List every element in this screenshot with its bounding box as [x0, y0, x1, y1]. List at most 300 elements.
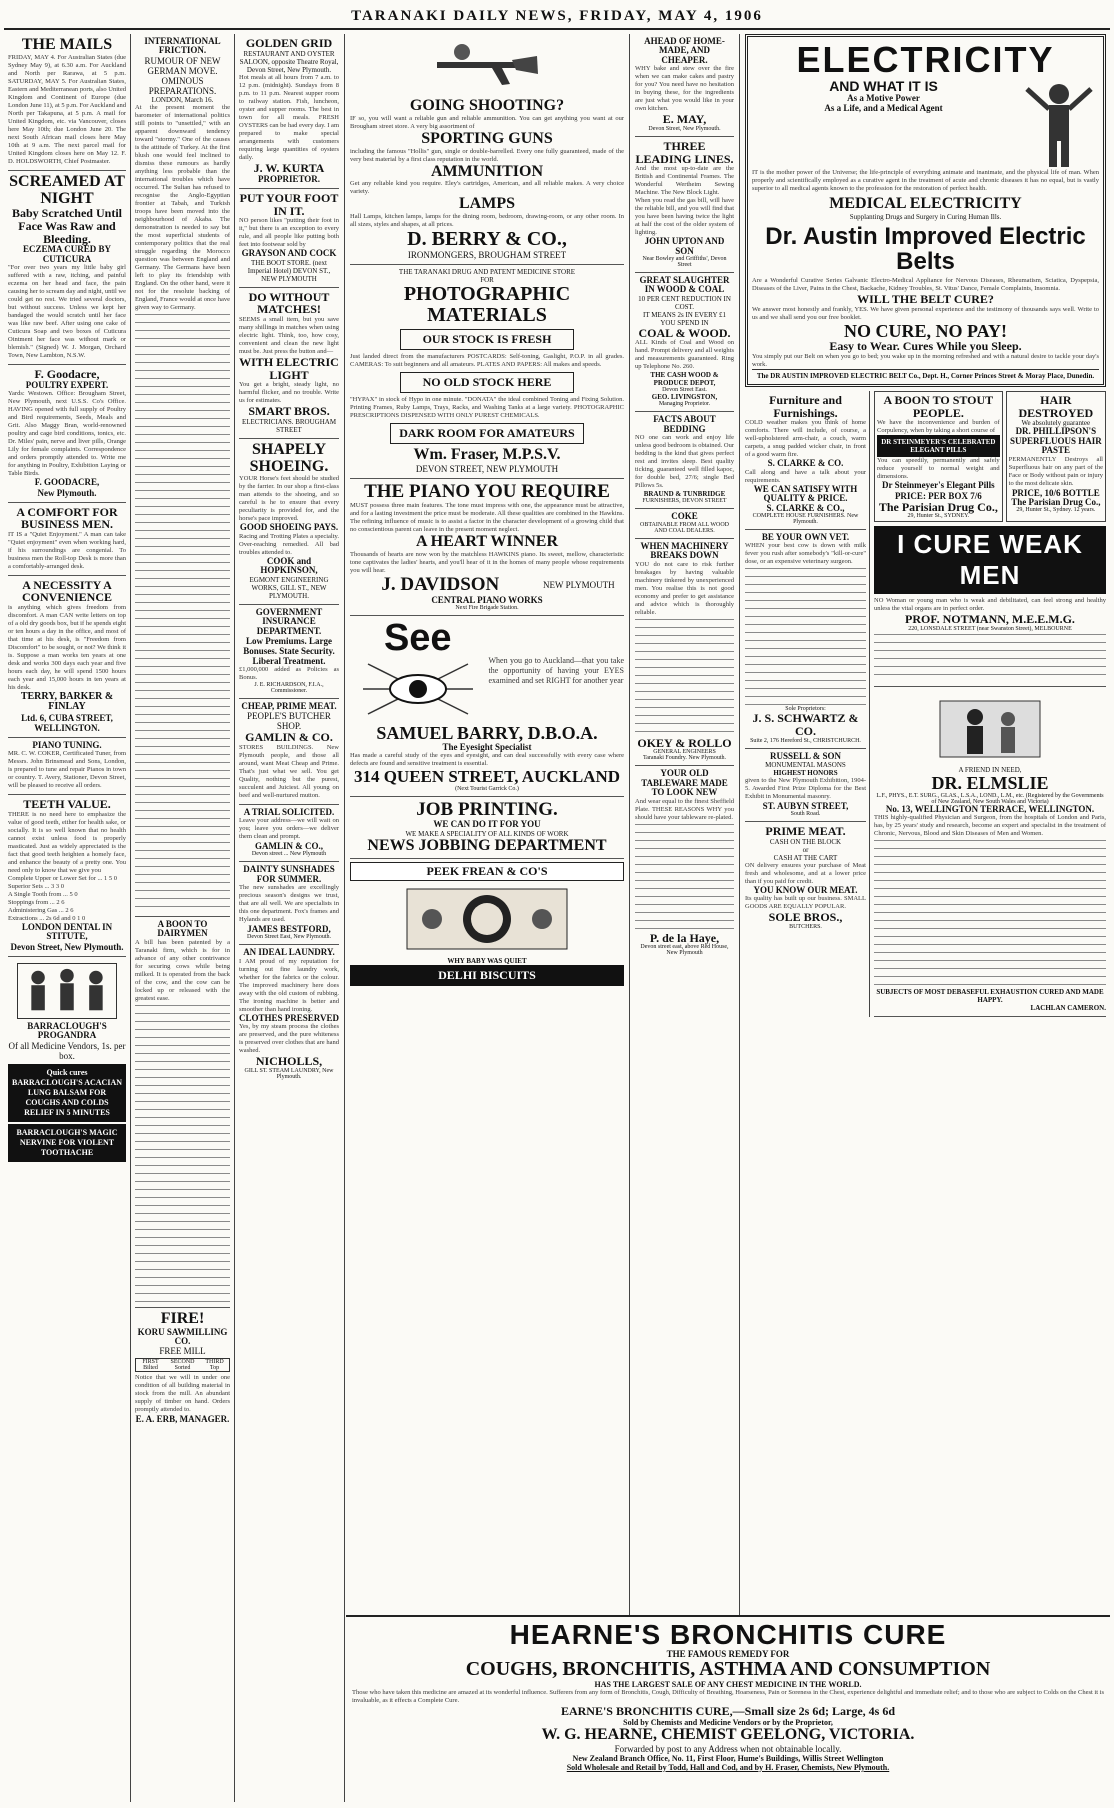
russell-subtitle-2: HIGHEST HONORS: [773, 769, 838, 778]
hearne-body: Those who have taken this medicine are amazed at its wonderful influence. Sufferers from any form of Bronchitis, Cough, Difficulty of Breathing, Hoarseness, Pain or Soreness in the Chest, experience delightful and immediate relief; and to those who are subject to Colds on the Chest it is invaluable, as it effects a Complete Cure.: [352, 1689, 1104, 1705]
dairymen-article: [135, 917, 230, 1308]
elmslie-ad: [874, 687, 1106, 1017]
laundry-body-2: Yes, by my steam process the clothes are preserved, and the pure whiteness is preserved over clothes that are hand washed.: [239, 1023, 339, 1055]
medical-electricity-subtitle: Supplanting Drugs and Surgery in Curing Human Ills.: [849, 212, 1002, 221]
photo-store-title: THE TARANAKI DRUG AND PATENT MEDICINE STORE: [398, 268, 576, 277]
clarke-signature: S. CLARKE & CO.: [767, 458, 844, 469]
friction-dateline: LONDON, March 16.: [151, 95, 214, 104]
haye-body: And wear equal to the finest Sheffield Plate. THESE REASONS WHY you should have your tableware re-plated.: [635, 797, 734, 821]
job-printing-department: NEWS JOBBING DEPARTMENT: [367, 836, 607, 854]
piano-body: MUST possess three main features. The tone must impress with one, the appearance must be attractive, and for a lasting investment the price must be moderate. All these qualities are combined in the Hawkins. The refining influence of music is to assist a factor in the character development of a growing child that no conscientious parent can leave in the present moment neglect.: [350, 501, 624, 533]
elmslie-body: THIS highly-qualified Physician and Surgeon, from the hospitals of London and Paris, has, by 25 years' study and research, become an expert and specialist in the treatment of Chronic, Nervous, Blood and Skin Diseases of Men and Women.: [874, 814, 1106, 838]
matches-body: SEEMS a small item, but you save many shillings in matches when using electric light. Think, too, how cosy, convenient and clean the new light must be. Just press the button and—: [239, 316, 339, 355]
fire-table-head: FIRST: [142, 1359, 159, 1366]
elmslie-address: No. 13, WELLINGTON TERRACE, WELLINGTON.: [885, 803, 1095, 814]
friction-title: INTERNATIONAL FRICTION.: [144, 36, 221, 56]
barraclough-balsam-box: Quick cures BARRACLOUGH'S ACACIAN LUNG BALSAM FOR COUGHS AND COLDS RELIEF IN 5 MINUTES: [8, 1064, 126, 1122]
friction-article: [135, 34, 230, 917]
may-body: WHY bake and stew over the fire when we can make cakes and pastry for you? You need have no hesitation in buying these, for the ingredients are just what you would like in your own kitchen.: [635, 65, 734, 113]
medical-electricity-title: MEDICAL ELECTRICITY: [829, 194, 1022, 212]
vet-signature: J. S. SCHWARTZ & CO.: [752, 711, 859, 739]
shoeing-signature: COOK and HOPKINSON,: [260, 555, 318, 576]
hair-title: HAIR DESTROYED: [1018, 393, 1094, 420]
trial-title: A TRIAL SOLICITED.: [243, 807, 335, 818]
clarke-title: Furniture and Furnishings.: [769, 393, 842, 420]
column-divider: [739, 34, 740, 1802]
trial-signature: GAMLIN & CO.,: [255, 841, 323, 852]
sporting-guns-title: SPORTING GUNS: [421, 129, 553, 147]
cuticura-tagline: ECZEMA CURED BY CUTICURA: [22, 244, 111, 264]
coal-signature-2: GEO. LIVINGSTON,: [651, 393, 718, 402]
right-middle-row: [745, 391, 1106, 1017]
ammunition-body: Get any reliable kind you require. Eley's cartridges, American, and all reliable makes. A very choice variety.: [350, 180, 624, 196]
sunshades-role: Devon Street East, New Plymouth.: [247, 934, 331, 941]
hearne-price: EARNE'S BRONCHITIS CURE,—Small size 2s 6d; Large, 4s 6d: [560, 1704, 896, 1719]
fire-signature: E. A. ERB, MANAGER.: [135, 1414, 230, 1425]
shooting-title: GOING SHOOTING?: [409, 97, 565, 114]
teeth-price-0: Complete Upper or Lower Set for ... 1 5 0: [8, 874, 118, 882]
elmslie-caption: A FRIEND IN NEED,: [958, 765, 1022, 774]
okey-ad: [635, 539, 734, 766]
barry-signature: SAMUEL BARRY, D.B.O.A.: [376, 722, 598, 743]
coal-subtitle-3: COAL & WOOD.: [638, 325, 731, 340]
coal-subtitle-2: IT MEANS 2s IN EVERY £1 YOU SPEND IN: [642, 310, 727, 327]
russell-subtitle: MONUMENTAL MASONS: [765, 761, 846, 770]
peek-frean-caption: WHY BABY WAS QUIET: [447, 957, 527, 966]
hearne-forwarded: Forwarded by post to any Address when not obtainable locally.: [614, 1743, 842, 1754]
peek-frean-ad: [350, 859, 624, 990]
hair-subtitle: DR. PHILLIPSON'S SUPERFLUOUS HAIR PASTE: [1009, 426, 1102, 456]
coke-ad: [635, 509, 734, 538]
hair-signature: The Parisian Drug Co.,: [1011, 496, 1101, 507]
austin-belts-body: Are a Wonderful Curative Series Galvanic Electro-Medical Appliance for Nervous Diseases, Rheumatism, Sciatica, Dyspepsia, Diseases of the Liver, Pains in the Chest, Backache, Kidney Troubles, St. Vitus' Dance, Female Complaints, Insomnia.: [752, 276, 1099, 292]
sole-signature: SOLE BROS.,: [768, 910, 843, 925]
sole-bros-ad: [745, 822, 866, 934]
barry-ad: [350, 616, 624, 798]
sunshades-body: The new sunshades are excellingly precious season's designs we trust, that are all well. We are specialists in this one department. Fox's frames and Hylands are used.: [239, 884, 339, 924]
job-printing-speciality: WE MAKE A SPECIALITY OF ALL KINDS OF WORK: [405, 829, 569, 838]
heart-winner-body: Thousands of hearts are now won by the matchless HAWKINS piano. Its sweet, mellow, characteristic tone captivates the ladies' hearts, and you'll hear of it in the homes of many people whose requirements you will hear.: [350, 550, 624, 574]
foot-address: THE BOOT STORE. (next Imperial Hotel) DEVON ST., NEW PLYMOUTH: [247, 258, 331, 283]
sporting-guns-body: including the famous "Hollis" gun, single or double-barrelled. Every one fully guaranteed, made of the very best material by a first class reputation in the world.: [350, 147, 624, 163]
trial-body: Leave your address—we will wait on you; leave you orders—we deliver them clean and prompt.: [239, 817, 339, 841]
sunshades-title: DAINTY SUNSHADES FOR SUMMER.: [243, 864, 335, 884]
shoeing-subtitle: GOOD SHOEING PAYS.: [239, 522, 339, 533]
teeth-price-4: Administering Gas ... 2 6: [8, 906, 74, 914]
insurance-subtitle: Low Premiums. Large Bonuses. State Security. Liberal Treatment.: [243, 636, 335, 666]
upton-body: And the most up-to-date are the British and Continental Frames. The Wonderful Wertheim Sewing Machine. The New Block Light.: [635, 165, 734, 197]
meat-subtitle: PEOPLE'S BUTCHER SHOP.: [247, 711, 331, 732]
fire-table-cell: Sorted: [174, 1365, 191, 1372]
hearne-ad: [346, 1615, 1110, 1803]
teeth-price-5: Extractions ... 2s 6d and 0 1 0: [8, 914, 86, 922]
shoeing-ad: [239, 439, 339, 605]
hearne-title: HEARNE'S BRONCHITIS CURE: [509, 1619, 947, 1650]
furniture-col: [745, 391, 870, 1017]
clarke-ad: [745, 391, 866, 530]
laundry-ad: [239, 945, 339, 1083]
vet-ad: [745, 530, 866, 749]
clarke-signature-2: S. CLARKE & CO.,: [766, 502, 845, 513]
may-signature: E. MAY,: [662, 112, 707, 127]
meat-ad: [239, 699, 339, 805]
matches-subtitle: WITH ELECTRIC LIGHT: [239, 355, 339, 382]
column-1: [4, 34, 130, 1804]
matches-title: DO WITHOUT MATCHES!: [248, 289, 330, 317]
sole-subtitle: CASH ON THE BLOCK: [769, 837, 842, 846]
comfort-ad: [8, 503, 126, 576]
photo-ad: [350, 265, 624, 479]
job-printing-subtitle: WE CAN DO IT FOR YOU: [433, 819, 541, 830]
terry-title: TERRY, BARKER & FINLAY: [20, 690, 114, 713]
piano-tuning-title: PIANO TUNING.: [32, 739, 102, 750]
sole-title: PRIME MEAT.: [765, 824, 846, 839]
goodacre-place: New Plymouth.: [37, 487, 97, 498]
hair-role: 29, Hunter St., Sydney. 12 years.: [1016, 506, 1096, 513]
barry-role: The Eyesight Specialist: [442, 742, 532, 753]
fire-table-head: SECOND: [170, 1359, 195, 1366]
insurance-title: GOVERNMENT INSURANCE DEPARTMENT.: [255, 606, 323, 636]
upton-signature: JOHN UPTON AND SON: [644, 236, 725, 256]
masthead-rule: [4, 28, 1110, 30]
fire-ad: [135, 1308, 230, 1429]
notmann-address: 220, LONSDALE STREET (near Swanston Street), MELBOURNE: [908, 625, 1072, 632]
meat-signature: GAMLIN & CO.: [245, 730, 333, 745]
foot-body: NO person likes "putting their foot in it," but there is an exception to every rule, and all people like putting both feet into footwear sold by: [239, 217, 339, 249]
hearne-branch: New Zealand Branch Office, No. 11, First Floor, Hume's Buildings, Willis Street Wellington: [572, 1753, 884, 1763]
golden-grid-signature: J. W. KURTA: [253, 160, 325, 175]
matches-body-2: You get a bright, steady light, no harmful flicker, and no trouble. Write us for estimates.: [239, 381, 339, 405]
photo-title: PHOTOGRAPHIC MATERIALS: [403, 283, 571, 327]
okey-body: YOU do not care to risk further breakages by having valuable machinery tinkered by unexperienced men. You realise this is not good economy and prefer to get assistance and advice which is thoroughly reliable.: [635, 560, 734, 616]
hair-ad: [1006, 391, 1106, 522]
russell-signature: ST. AUBYN STREET,: [762, 801, 849, 812]
column-4: [346, 34, 628, 1804]
mails-body: FRIDAY, MAY 4. For Australian States (due Sydney May 9), at 6.30 a.m. For Auckland and North per Rarawa, at 5 p.m. SATURDAY, MAY 5. For Australian States, Eastern and Mediterranean ports, also United Kingdom and Continent of Europe (due London June 11), at 5 p.m. For Auckland and North per Takapuna, at 5 p.m. A mail for United Kingdom, etc. via Vancouver, closes here May 10th; due London June 20. The next South African mail closes here May 10th at 9 a.m. The next parcel mail for United Kingdom closes here on May 12. F. D. HOLDSWORTH, Chief Postmaster.: [8, 53, 126, 165]
fire-body: Notice that we will in under one condition of all building material in stock from the mill. An abundant supply of timber on hand. Orders promptly attended to.: [135, 1374, 230, 1414]
fire-table-head: THIRD: [205, 1359, 224, 1366]
upton-body-2: When you read the gas bill, will have the reliable bill, and you will find that you have been having twice the light at half the cost of the older system of lighting.: [635, 197, 734, 237]
may-ad: [635, 34, 734, 137]
lamps-title: LAMPS: [459, 195, 515, 213]
insurance-ad: [239, 605, 339, 699]
vet-role: Suite 2, 176 Hereford St., CHRISTCHURCH.: [750, 737, 861, 744]
photo-for: FOR: [480, 276, 494, 285]
lamps-body: Hall Lamps, kitchen lamps, lamps for the dining room, bedroom, drawing-room, or any other room. In all sizes, styles and shapes, at all prices.: [350, 213, 624, 229]
piano-title: THE PIANO YOU REQUIRE: [364, 480, 610, 502]
friction-subtitle-2: OMINOUS PREPARATIONS.: [148, 75, 217, 96]
electricity-ad: [745, 34, 1106, 387]
foot-title: PUT YOUR FOOT IN IT.: [239, 191, 339, 218]
electricity-body: IT is the mother power of the Universe; the life-principle of everything animate and inanimate, and the physical life of man. When properly and scientifically employed as a curative agent in the treatment of acute and chronic diseases it has no equal, but is vastly superior to all medical agents known to the profession for the restoration of perfect health.: [752, 168, 1099, 192]
foot-signature: GRAYSON AND COCK: [241, 248, 337, 259]
stout-price: PRICE: PER BOX 7/6: [894, 490, 982, 501]
teeth-title: TEETH VALUE.: [23, 797, 111, 812]
piano-ad: [350, 479, 624, 616]
golden-grid-role: PROPRIETOR.: [257, 174, 321, 185]
coal-role-2: Managing Proprietor.: [658, 401, 711, 408]
no-cure-no-pay: NO CURE, NO PAY!: [843, 320, 1007, 341]
berry-role: IRONMONGERS, BROUGHAM STREET: [407, 250, 567, 261]
elmslie-signature: LACHLAN CAMERON.: [1030, 1004, 1106, 1013]
friction-body-filler: [135, 312, 230, 912]
electricity-title: ELECTRICITY: [796, 39, 1055, 80]
dental-title: LONDON DENTAL IN STITUTE,: [21, 921, 113, 942]
heart-winner-title: A HEART WINNER: [416, 532, 558, 550]
smart-bros-role: ELECTRICIANS. BROUGHAM STREET: [241, 417, 337, 434]
haye-signature: P. de la Haye,: [649, 930, 720, 945]
fire-subtitle: KORU SAWMILLING CO.: [137, 1326, 228, 1346]
biscuit-tin-illustration: [387, 884, 587, 954]
shoeing-body-2: Racing and Trotting Plates a specialty. Over-reaching remedied. All bad troubles attended to.: [239, 532, 339, 556]
comfort-body: IT IS a "Quiet Enjoyment." A man can take "Quiet enjoyment" even when working hard, if his surroundings are congenial. To business men the Roll-top Desk is more than a comfortably-arranged desk.: [8, 530, 126, 570]
cuticura-body: "For over two years my little baby girl suffered with a raw, itching, and painful eczema on her head and face, the pain causing her to scream day and night, until we could get no rest. We tried several doctors, but without success. Unless we kept her bandaged the would scratch until her face was like raw beef. After using one cake of Cuticura Soap and two boxes of Cuticura Ointment her face was without mark or blemish." (Signed) W. J. Morgan, Orchard Town, New Lambton, N.S.W.: [8, 264, 126, 360]
job-printing-title: JOB PRINTING.: [416, 799, 558, 821]
cuticura-title: SCREAMED AT NIGHT: [9, 172, 125, 207]
shooting-body: IF so, you will want a reliable gun and reliable ammunition. You can get anything you want at our Brougham street store. A very big assortment of: [350, 114, 624, 130]
bedding-ad: [635, 412, 734, 509]
mails-title: THE MAILS: [21, 36, 113, 53]
coal-role: Devon Street East.: [662, 387, 707, 394]
coal-body: ALL Kinds of Coal and Wood on hand. Prompt delivery and all weights and measurements guaranteed. Ring up Telephone No. 260.: [635, 339, 734, 371]
necessity-body: is anything which gives freedom from discomfort. A man CAN write letters on top of a old dry goods box, but if he spends eight or ten hours a day in the office, and most of that time at his desk, is "Freedom from Discomfort" to be sought, or not? We think it is. Suppose a man works ten years at one desk and works 300 days each year and five hours each day, he will spend 1500 hours each year and 15,000 hours in ten years at his desk.: [8, 603, 126, 691]
shooting-ad: [350, 34, 624, 265]
meat-title: CHEAP, PRIME MEAT.: [241, 701, 337, 711]
goodacre-title: F. Goodacre,: [34, 367, 100, 382]
shoeing-body: YOUR Horse's feet should be studied by the farrier. In our shop a first-class man attends to the shoeing, and so careful is he to ensure that every peculiarity is provided for, and the horse's pace improved.: [239, 475, 339, 523]
shoeing-title: SHAPELY SHOEING.: [249, 440, 329, 475]
dairymen-body-filler: [135, 1003, 230, 1303]
upton-title: THREE LEADING LINES.: [635, 138, 734, 166]
stout-hair-row: [874, 391, 1106, 522]
fire-subtitle-2: FREE MILL: [159, 1346, 206, 1357]
davidson-signature: J. DAVIDSON: [381, 573, 500, 595]
hearne-signature: W. G. HEARNE, CHEMIST GEELONG, VICTORIA.: [541, 1725, 915, 1743]
column-6: [741, 34, 1110, 1804]
electricity-tag-1: As a Motive Power: [847, 93, 920, 104]
friction-subtitle: RUMOUR OF NEW GERMAN MOVE.: [144, 55, 221, 76]
stout-subtitle-2: Dr Steinmeyer's Elegant Pills: [882, 480, 995, 491]
sole-body: ON delivery ensures your purchase of Meat fresh and wholesome, and at a lower price than if you paid for credit.: [745, 861, 866, 885]
notmann-ad: [874, 594, 1106, 687]
photo-address: DEVON STREET, NEW PLYMOUTH: [415, 463, 559, 474]
clarke-body-2: Call along and have a talk about your requirements.: [745, 468, 866, 484]
barraclough-title: BARRACLOUGH'S PROGANDRA: [27, 1020, 107, 1041]
haye-title: YOUR OLD TABLEWARE MADE TO LOOK NEW: [641, 768, 728, 798]
hearne-retail: Sold Wholesale and Retail by Todd, Hall and Cod, and by H. Fraser, Chemists, New Plymouth.: [566, 1762, 890, 1772]
eye-illustration: [358, 659, 478, 719]
vet-body-filler: [745, 566, 866, 706]
teeth-price-3: Stoppings from ... 2 6: [8, 898, 65, 906]
elmslie-subtitle-2: SUBJECTS OF MOST DEBASEFUL EXHAUSTION CURED AND MADE HAPPY.: [876, 988, 1104, 1005]
upton-role: Near Bowley and Griffiths', Devon Street: [642, 255, 727, 268]
stout-body-2: You can speedily, permanently and safely reduce yourself to normal weight and dimensions.: [877, 457, 1000, 481]
trial-role: Devon street ... New Plymouth: [251, 851, 327, 858]
upton-ad: [635, 137, 734, 273]
may-role: Devon Street, New Plymouth.: [648, 125, 721, 132]
okey-body-filler: [635, 617, 734, 737]
ammunition-title: AMMUNITION: [431, 162, 543, 180]
hearne-conditions: COUGHS, BRONCHITIS, ASTHMA AND CONSUMPTION: [465, 1658, 991, 1681]
notmann-body-filler: [874, 632, 1106, 682]
vet-body: WHEN your best cow is down with milk fever you rush after somebody's "kill-or-cure" dose, or an expensive veterinary surgeon.: [745, 542, 866, 566]
clarke-role: COMPLETE HOUSE FURNISHERS. New Plymouth.: [752, 512, 859, 525]
sole-role: BUTCHERS.: [789, 923, 822, 930]
coke-body: OBTAINABLE FROM ALL WOOD AND COAL DEALERS.: [639, 521, 730, 534]
bedding-signature: BRAUND & TUNBRIDGE: [643, 490, 726, 499]
davidson-location: Next Fire Brigade Station.: [455, 604, 519, 611]
matches-ad: [239, 288, 339, 439]
clarke-subtitle: WE CAN SATISFY WITH QUALITY & PRICE.: [753, 483, 858, 504]
sole-subtitle-2: or: [802, 845, 809, 854]
austin-belts-title: Dr. Austin Improved Electric Belts: [765, 222, 1086, 275]
elmslie-subtitle: L.F., PHYS., E.T. SURG., GLAS., L.S.A., LOND., L.M., etc. (Registered by the Governments of New Zealand, New South Wales and Victoria): [876, 792, 1104, 805]
goodacre-signature: F. GOODACRE,: [34, 477, 100, 488]
easy-to-wear: Easy to Wear. Cures While you Sleep.: [829, 339, 1022, 354]
coal-title: GREAT SLAUGHTER IN WOOD & COAL: [639, 274, 730, 295]
column-5: [631, 34, 738, 1804]
photo-old-stock-box: NO OLD STOCK HERE: [400, 372, 574, 393]
photo-body: Just landed direct from the manufacturers POSTCARDS: Self-toning, Gaslight, P.O.P. in all grades. CAMERAS: To suit beginners and all amateurs. PLATES AND PAPERS: All makes and speeds.: [350, 353, 624, 369]
column-3: [235, 34, 343, 1804]
teeth-body: THERE is no need here to emphasize the value of good teeth, either for health sake, or socially. It is so well known that no health cannot exist unless food is properly masticated. Just as widely appreciated is the fact that good teeth heighten a homely face, and enhance the beauty of a pretty one. You need only to know that we give you: [8, 810, 126, 874]
laundry-signature: NICHOLLS,: [255, 1054, 323, 1069]
doctor-illustration: [930, 693, 1050, 763]
terry-address: Ltd. 6, CUBA STREET, WELLINGTON.: [21, 712, 113, 733]
dark-room-box: DARK ROOM FOR AMATEURS: [390, 423, 584, 444]
hearne-subtitle: THE FAMOUS REMEDY FOR: [666, 1649, 790, 1660]
trial-ad: [239, 805, 339, 862]
barraclough-ad: [8, 957, 126, 1166]
davidson-place: NEW PLYMOUTH: [542, 579, 615, 590]
friction-body: At the present moment the barometer of international politics still points to "unsettled," with an apparent downward tendency toward "stormy." One of the causes is the attitude of Turkey. At the first blush one would feel inclined to dismiss these rumours as hardly anything less probable than the international troubles which have occurred. The Sultan has refused to recognise the Anglo-Egyptian frontier at Tabah, and Turkish troops have been moved into the neighbourhood of Akaba. The demonstration is needed to say but the most superficial students of contemporary politics that the real struggle regarding the Morocco question was between England and Germany. The Germans have been left to play its friendship with England. On the other hand, were it not for the resolute backing of England, France would at once have given way to Germany.: [135, 103, 230, 311]
elmslie-title: DR. ELMSLIE: [931, 772, 1049, 793]
stout-signature: The Parisian Drug Co.,: [878, 499, 998, 514]
dental-address: Devon Street, New Plymouth.: [10, 941, 124, 952]
haye-body-filler: [635, 822, 734, 932]
photo-signature: Wm. Fraser, M.P.S.V.: [413, 446, 561, 464]
electricity-tag-2: As a Life, and a Medical Agent: [824, 103, 943, 114]
golden-grid-ad: [239, 34, 339, 189]
laundry-body: I AM proud of my reputation for turning out fine laundry work, whether for the fabrics or the colour. The improved machinery here does away with the old custom of rubbing. The ironing machine is better and smoother than hand ironing.: [239, 957, 339, 1013]
stout-title: A BOON TO STOUT PEOPLE.: [883, 393, 994, 420]
job-printing-ad: [350, 797, 624, 859]
peek-frean-title: PEEK FREAN & CO'S: [350, 862, 624, 881]
belt-answer: We answer most honestly and frankly, YES. We have given personal experience and the testimony of thousands says well. Write to us and we shall send you our free booklet.: [752, 305, 1099, 321]
notmann-signature: PROF. NOTMANN, M.E.E.M.G.: [905, 612, 1075, 627]
sunshades-signature: JAMES BESTFORD,: [247, 924, 331, 935]
fire-table: [135, 1358, 230, 1372]
hair-price: PRICE, 10/6 BOTTLE: [1011, 487, 1100, 498]
belt-question: WILL THE BELT CURE?: [857, 291, 994, 306]
gun-illustration: [432, 40, 542, 95]
piano-tuning-body: MR. C. W. COKER, Certificated Tuner, from Messrs. John Brinsmead and Sons, London, is prepared to tune and repair Pianos in town or country. T. Avery, Stationer, Devon Street, will be pleased to receive all orders.: [8, 750, 126, 790]
sunshades-ad: [239, 862, 339, 945]
bedding-title: FACTS ABOUT BEDDING: [653, 414, 716, 434]
photo-body-2: "HYPAX" in stock of Hypo in one minute. "DONATA" the ideal combined Toning and Fixing Solution. Printing Frames, Ruby Lamps, Trays, Racks, and Washing Tanks at a large variety. PHOTOGRAPHIC PRESCRIPTIONS DISPENSED WITH ONLY PUREST CHEMICALS.: [350, 396, 624, 420]
vet-title: BE YOUR OWN VET.: [761, 531, 850, 542]
notmann-body: NO Woman or young man who is weak and debilitated, can feel strong and healthy unless the vital organs are in perfect order.: [874, 597, 1106, 613]
teeth-price-2: A Single Tooth from ... 5 0: [8, 890, 78, 898]
barry-address: 314 QUEEN STREET, AUCKLAND: [353, 767, 621, 787]
russell-role: South Road.: [790, 811, 821, 818]
hearne-largest-sale: HAS THE LARGEST SALE OF ANY CHEST MEDICINE IN THE WORLD.: [594, 1680, 862, 1690]
necessity-title: A NECESSITY A CONVENIENCE: [21, 577, 112, 605]
coal-ad: [635, 273, 734, 412]
bedding-role: FURNISHERS, DEVON STREET: [642, 498, 727, 505]
belt-usage: You simply put our Belt on when you go to bed; you wake up in the morning refreshed and with a natural desire to tackle your day's work.: [752, 353, 1099, 369]
clarke-body: COLD weather makes you think of home comforts. There will include, of course, a well-upholstered arm-chair, a couch, warm carpets, a snug padded wicker chair, in front of a good warm fire.: [745, 419, 866, 459]
elmslie-body-filler: [874, 838, 1106, 988]
stout-role: 29, Hunter St., SYDNEY.: [907, 513, 970, 520]
shoeing-role: EGMONT ENGINEERING WORKS, GILL ST., NEW PLYMOUTH.: [249, 575, 329, 600]
fire-table-cell: Top: [209, 1365, 220, 1372]
belt-address: The DR AUSTIN IMPROVED ELECTRIC BELT Co., Dept. H., Corner Princes Street & Moray Place, Dunedin.: [752, 369, 1099, 380]
foot-ad: [239, 189, 339, 288]
vet-subtitle: Sole Proprietors:: [785, 706, 826, 713]
russell-title: RUSSELL & SON: [769, 750, 842, 761]
mails-notice: [8, 34, 126, 171]
electricity-subtitle: AND WHAT IT IS: [829, 77, 938, 94]
okey-place: Taranaki Foundry. New Plymouth.: [642, 755, 726, 762]
barry-left: [350, 616, 486, 724]
masthead: TARANAKI DAILY NEWS, FRIDAY, MAY 4, 1906: [351, 8, 763, 24]
dairymen-title: A BOON TO DAIRYMEN: [157, 918, 208, 939]
haye-role: Devon street east, above Red House, New Plymouth: [640, 944, 729, 957]
right-medical-col: [874, 391, 1106, 1017]
weak-men-banner: I CURE WEAK MEN: [874, 526, 1106, 594]
column-divider: [344, 34, 345, 1802]
delhi-biscuits-banner: DELHI BISCUITS: [350, 965, 624, 986]
coal-subtitle: 10 PER CENT REDUCTION IN COST.: [638, 294, 731, 311]
okey-role: GENERAL ENGINEERS: [653, 749, 716, 756]
barry-body: Has made a careful study of the eyes and eyesight, and can deal successfully with every case where defects are found and sensitive treatment is essential.: [350, 752, 624, 768]
comfort-title: A COMFORT FOR BUSINESS MEN.: [16, 504, 118, 532]
golden-grid-title: GOLDEN GRID: [245, 36, 333, 50]
laundry-title: AN IDEAL LAUNDRY.: [243, 947, 335, 958]
coke-title: COKE: [671, 511, 698, 522]
insurance-signature: J. E. RICHARDSON, F.I.A., Commissioner.: [254, 682, 324, 694]
see-side-text: When you go to Auckland—that you take the opportunity of having your EYES examined and set RIGHT for another year: [488, 656, 624, 686]
laundry-role: GILL ST. STEAM LAUNDRY, New Plymouth.: [244, 1067, 334, 1080]
stout-body: We have the inconvenience and burden of Corpulency, when by taking a short course of: [877, 419, 1000, 435]
laundry-subtitle: CLOTHES PRESERVED: [239, 1012, 339, 1023]
fire-table-cell: Bilted: [143, 1365, 158, 1372]
meat-body: STORES BUILDINGS. New Plymouth people, and those all around, want Meat Cheap and Prime. That's just what we sell. You get Quality, nothing but the purest, succulent and Juiciest. All young on beef and well-nurtured mutton.: [239, 744, 339, 800]
bedding-body: NO one can work and enjoy life unless good bedroom is obtained. Our bedding is the kind that gives perfect rest and invites sleep. Best quality ticking, guaranteed well filled kapoc, for double bed, 27/6; single Bed Pillows 5s.: [635, 434, 734, 490]
smart-bros-title: SMART BROS.: [248, 404, 330, 419]
hair-body-2: PERMANENTLY Destroys all Superfluous hair on any part of the Face or Body without pain or injury to the most delicate skin.: [1008, 455, 1103, 487]
barraclough-nervine-box: BARRACLOUGH'S MAGIC NERVINE FOR VIOLENT TOOTHACHE: [8, 1124, 126, 1162]
davidson-role: CENTRAL PIANO WORKS: [431, 594, 543, 605]
electricity-header: [752, 79, 1099, 169]
cuticura-ad: [8, 171, 126, 365]
sole-subtitle-4: YOU KNOW OUR MEAT.: [753, 884, 858, 895]
hearne-sold-by: Sold by Chemists and Medicine Vendors or by the Proprietor,: [623, 1717, 833, 1727]
barry-near: (Next Tourist Garrick Co.): [455, 786, 519, 793]
russell-body: given to the New Plymouth Exhibition, 1904-5. Awarded First Prize Diploma for the Best Exhibit in Monumental masonry.: [745, 777, 866, 801]
necessity-ad: [8, 576, 126, 738]
teeth-ad: [8, 795, 126, 956]
column-2: [131, 34, 234, 1804]
golden-grid-body: Hot meals at all hours from 7 a.m. to 12 p.m. (midnight). Sundays from 8 p.m. to 11 p.m. Nearest supper room to railway station. Fish, luncheon, oyster and supper rooms. The best in town for all meals. FRESH OYSTERS can be had every day. I am prepared to make special arrangements with customers requiring large quantities of oysters daily.: [239, 73, 339, 161]
insurance-body: £1,000,000 added as Policies as Bonus.: [239, 666, 339, 681]
see-title: See: [383, 616, 452, 659]
goodacre-ad: [8, 365, 126, 502]
fire-title: FIRE!: [160, 1309, 205, 1327]
okey-signature: OKEY & ROLLO: [637, 735, 732, 750]
sole-body-2: Its quality has built up our business. SMALL GOODS ARE EQUALLY POPULAR.: [745, 895, 866, 911]
